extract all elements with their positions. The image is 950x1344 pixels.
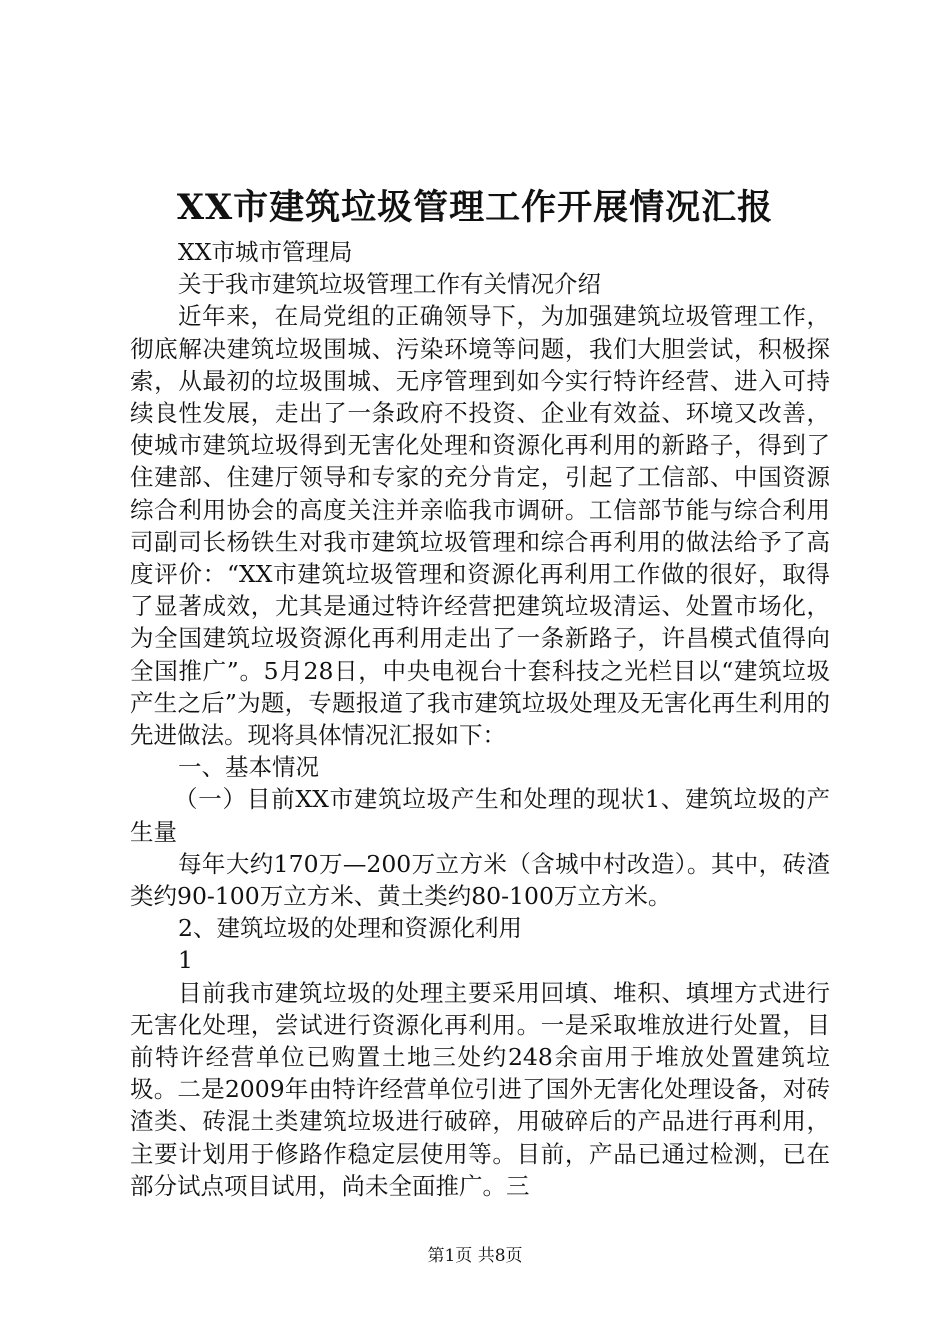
document-body [130, 236, 830, 1202]
volume-paragraph: 每年大约170万—200万立方米（含城中村改造）。其中，砖渣类约90-100万立方米、黄土类约80-100万立方米。 [130, 849, 830, 911]
item-heading: 2、建筑垃圾的处理和资源化利用 [178, 914, 522, 943]
item-number: 1 [178, 946, 193, 975]
processing-paragraph: 目前我市建筑垃圾的处理主要采用回填、堆积、填埋方式进行无害化处理，尝试进行资源化再利用。一是采取堆放进行处置，目前特许经营单位已购置土地三处约248余亩用于堆放处置建筑垃圾。二是2009年由特许经营单位引进了国外无害化处理设备，对砖渣类、砖混土类建筑垃圾进行破碎，用破碎后的产品进行再利用，主要计划用于修路作稳定层使用等。目前，产品已通过检测，已在部分试点项目试用，尚未全面推广。三 [130, 978, 830, 1200]
intro-paragraph: 近年来，在局党组的正确领导下，为加强建筑垃圾管理工作，彻底解决建筑垃圾围城、污染环境等问题，我们大胆尝试，积极探索，从最初的垃圾围城、无序管理到如今实行特许经营、进入可持续良性发展，走出了一条政府不投资、企业有效益、环境又改善，使城市建筑垃圾得到无害化处理和资源化再利用的新路子，得到了住建部、住建厅领导和专家的充分肯定，引起了工信部、中国资源综合利用协会的高度关注并亲临我市调研。工信部节能与综合利用司副司长杨铁生对我市建筑垃圾管理和综合再利用的做法给予了高度评价：“XX市建筑垃圾管理和资源化再利用工作做的很好，取得了显著成效，尤其是通过特许经营把建筑垃圾清运、处置市场化，为全国建筑垃圾资源化再利用走出了一条新路子，许昌模式值得向全国推广”。5月28日，中央电视台十套科技之光栏目以“建筑垃圾产生之后”为题，专题报道了我市建筑垃圾处理及无害化再生利用的先进做法。现将具体情况汇报如下： [130, 302, 830, 750]
section-heading: 一、基本情况 [178, 753, 319, 782]
issuing-agency: XX市城市管理局 [178, 238, 353, 266]
subtitle: 关于我市建筑垃圾管理工作有关情况介绍 [178, 270, 601, 299]
subsection-heading: （一）目前XX市建筑垃圾产生和处理的现状1、建筑垃圾的产生量 [130, 785, 830, 846]
page-footer: 第1页 共8页 [427, 1246, 523, 1266]
document-title: XX市建筑垃圾管理工作开展情况汇报 [176, 187, 774, 228]
